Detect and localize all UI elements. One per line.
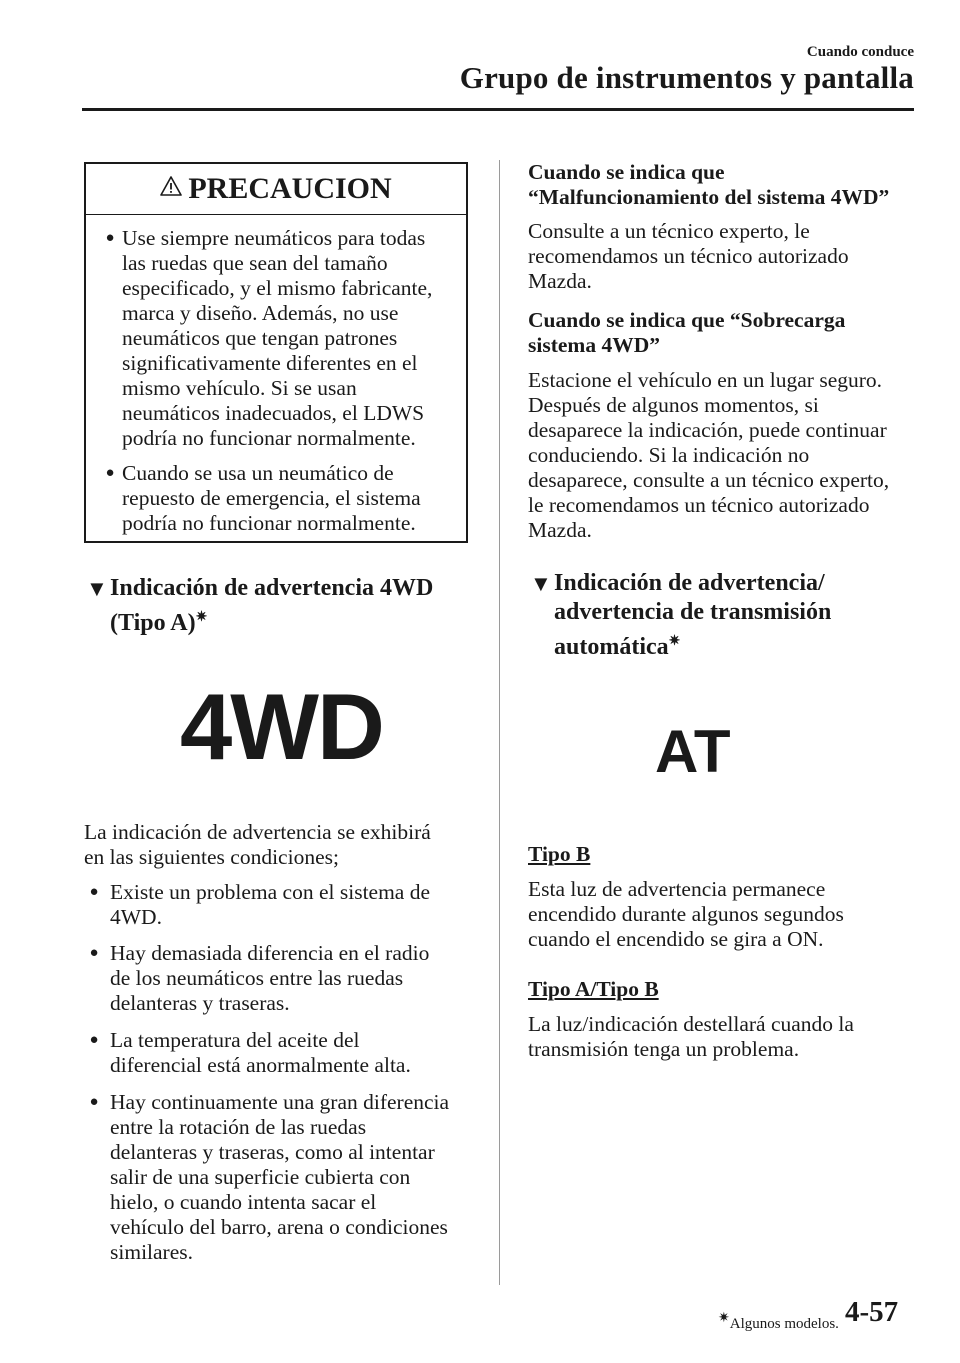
- page-number: 4-57: [845, 1296, 899, 1328]
- bullet-icon: ●: [105, 230, 115, 246]
- bullet-icon: ●: [105, 465, 115, 481]
- subheading-tipo-a-b: Tipo A/Tipo B: [528, 977, 659, 1001]
- subheading-tipo-b: Tipo B: [528, 842, 591, 866]
- warning-triangle-icon: [160, 176, 182, 196]
- footnote: ✷Algunos modelos.: [718, 1311, 839, 1332]
- footnote-star-icon: ✷: [718, 1311, 730, 1326]
- paragraph-overload: Estacione el vehículo en un lugar seguro. Después de algunos momentos, si desaparece la indicación, puede continuar conduciendo. Si la indicación no desaparece, consulte a un técnico experto, le recomendamos un técnico autorizado Mazda.: [528, 368, 890, 542]
- section-triangle-icon: ▼: [86, 576, 108, 601]
- caution-item-1: Use siempre neumáticos para todas las ruedas que sean del tamaño especificado, y el mismo fabricante, marca y diseño. Además, no use neumáticos que tengan patrones significativamente diferentes en el mismo vehículo. Si se usan neumáticos inadecuados, el LDWS podría no funcionar normalmente.: [122, 226, 433, 450]
- at-warning-symbol: AT: [655, 718, 731, 785]
- left-intro-paragraph: La indicación de advertencia se exhibirá en las siguientes condiciones;: [84, 820, 431, 869]
- bullet-icon: ●: [89, 884, 99, 900]
- page-title: Grupo de instrumentos y pantalla: [459, 60, 914, 95]
- 4wd-warning-symbol: 4WD: [180, 674, 383, 779]
- paragraph-malfunction: Consulte a un técnico experto, le recomendamos un técnico autorizado Mazda.: [528, 219, 849, 293]
- condition-item-1: Existe un problema con el sistema de 4WD.: [110, 880, 431, 929]
- subheading-malfunction: Cuando se indica que “Malfuncionamiento del sistema 4WD”: [528, 160, 890, 209]
- caution-box: [84, 162, 468, 543]
- section-triangle-icon: ▼: [530, 571, 552, 596]
- footnote-star-icon: ✷: [195, 610, 208, 625]
- header-rule: [82, 108, 914, 111]
- condition-item-2: Hay demasiada diferencia en el radio de los neumáticos entre las ruedas delanteras y traseras.: [110, 941, 430, 1015]
- bullet-icon: ●: [89, 945, 99, 961]
- condition-item-4: Hay continuamente una gran diferencia entre la rotación de las ruedas delanteras y traseras, como al intentar salir de una superficie cubierta con hielo, o cuando intenta sacar el vehículo del barro, arena o condiciones similares.: [110, 1090, 450, 1264]
- bullet-icon: ●: [89, 1094, 99, 1110]
- section-heading-4wd: Indicación de advertencia 4WD (Tipo A)✷: [110, 575, 434, 636]
- caution-item-2: Cuando se usa un neumático de repuesto de emergencia, el sistema podría no funcionar normalmente.: [122, 461, 421, 535]
- paragraph-tipo-a-b: La luz/indicación destellará cuando la transmisión tenga un problema.: [528, 1012, 854, 1061]
- footnote-star-icon: ✷: [668, 634, 681, 649]
- caution-header: [86, 164, 466, 215]
- chapter-label: Cuando conduce: [806, 44, 914, 60]
- paragraph-tipo-b: Esta luz de advertencia permanece encendido durante algunos segundos cuando el encendido se gira a ON.: [528, 877, 844, 951]
- caution-title: PRECAUCION: [188, 172, 392, 205]
- subheading-overload: Cuando se indica que “Sobrecarga sistema 4WD”: [528, 308, 846, 357]
- bullet-icon: ●: [89, 1032, 99, 1048]
- column-divider: [499, 160, 500, 1285]
- section-heading-at: Indicación de advertencia/ advertencia de transmisión automática✷: [554, 570, 832, 660]
- condition-item-3: La temperatura del aceite del diferencial está anormalmente alta.: [110, 1028, 411, 1077]
